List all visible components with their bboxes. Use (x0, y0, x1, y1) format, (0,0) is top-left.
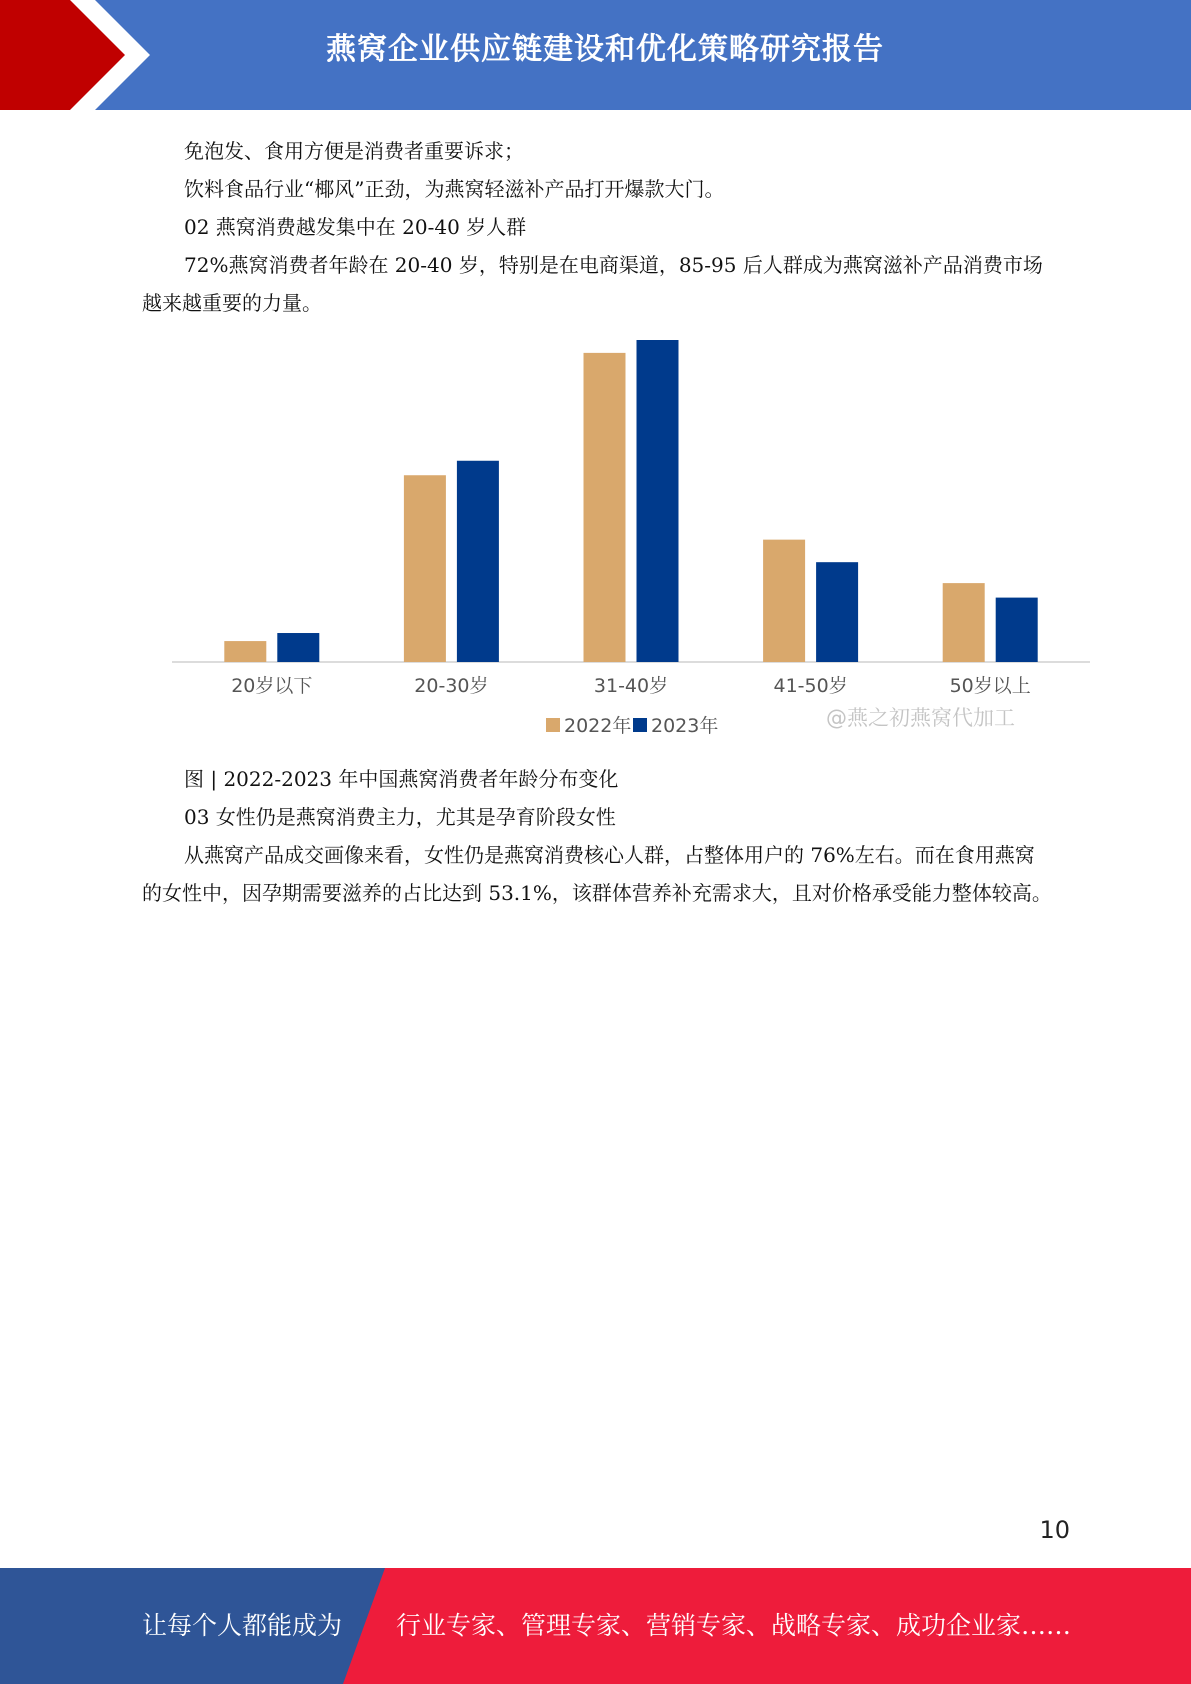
footer-slogan-left: 让每个人都能成为 (142, 1611, 343, 1640)
paragraph: 从燕窝产品成交画像来看，女性仍是燕窝消费核心人群，占整体用户的 76%左右。而在食用燕窝的女性中，因孕期需要滋养的占比达到 53.1%，该群体营养补充需求大，且对价格承受能力整体较高。 (142, 843, 1052, 905)
paragraph: 72%燕窝消费者年龄在 20-40 岁，特别是在电商渠道，85-95 后人群成为燕窝滋补产品消费市场越来越重要的力量。 (142, 253, 1043, 315)
section-heading: 02 燕窝消费越发集中在 20-40 岁人群 (184, 215, 527, 239)
x-tick-label: 20岁以下 (231, 675, 313, 697)
bar-31-40岁-2022年 (584, 353, 626, 662)
footer-slogan-right: 行业专家、管理专家、营销专家、战略专家、成功企业家…… (396, 1611, 1072, 1640)
x-tick-label: 20-30岁 (414, 675, 489, 697)
report-title: 燕窝企业供应链建设和优化策略研究报告 (326, 32, 884, 67)
bar-20岁以下-2023年 (277, 633, 319, 662)
legend-swatch (633, 718, 647, 732)
bar-31-40岁-2023年 (637, 340, 679, 662)
section-heading: 03 女性仍是燕窝消费主力，尤其是孕育阶段女性 (184, 805, 616, 829)
body-text-bottom (142, 760, 1052, 912)
page-header (0, 0, 1191, 110)
bar-50岁以上-2023年 (996, 598, 1038, 662)
bar-20岁以下-2022年 (224, 641, 266, 662)
legend-swatch (546, 718, 560, 732)
bar-chart-svg (142, 328, 1094, 748)
bar-41-50岁-2023年 (816, 562, 858, 662)
legend-label: 2023年 (651, 715, 719, 737)
page-number: 10 (1039, 1516, 1070, 1544)
bar-20-30岁-2023年 (457, 461, 499, 662)
figure-caption: 图 | 2022-2023 年中国燕窝消费者年龄分布变化 (184, 767, 619, 791)
bar-50岁以上-2022年 (943, 583, 985, 662)
legend-label: 2022年 (564, 715, 632, 737)
body-text-top (142, 132, 1052, 322)
bar-20-30岁-2022年 (404, 475, 446, 662)
paragraph: 免泡发、食用方便是消费者重要诉求； (184, 139, 524, 163)
x-tick-label: 41-50岁 (773, 675, 848, 697)
x-tick-label: 50岁以上 (949, 675, 1031, 697)
paragraph: 饮料食品行业“椰风”正劲，为燕窝轻滋补产品打开爆款大门。 (184, 177, 725, 201)
bar-41-50岁-2022年 (763, 540, 805, 662)
watermark: @燕之初燕窝代加工 (826, 706, 1015, 730)
page-footer (0, 1568, 1191, 1684)
age-distribution-chart (142, 328, 1094, 748)
x-tick-label: 31-40岁 (593, 675, 669, 697)
